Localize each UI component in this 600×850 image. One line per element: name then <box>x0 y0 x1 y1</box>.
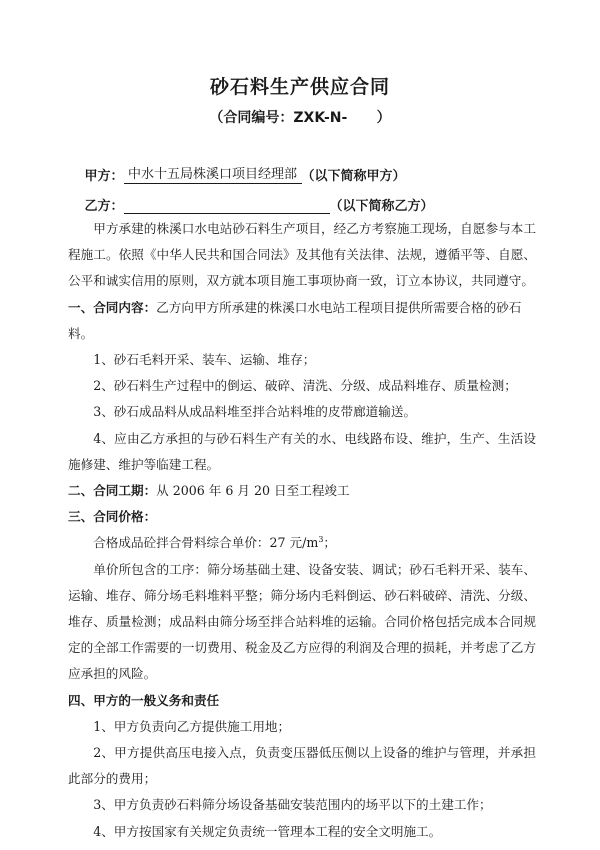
section-obligations-title: 四、甲方的一般义务和责任 <box>68 692 220 708</box>
contract-body <box>68 216 536 845</box>
price-unit-superscript: 3 <box>318 535 324 545</box>
price-unit-text: 合格成品砼拌合骨料综合单价：27 元/m <box>93 535 319 551</box>
content-item: 1、砂石毛料开采、装车、运输、堆存； <box>93 352 316 368</box>
section-period-title: 二、合同工期： <box>68 483 157 499</box>
price-unit-end: ； <box>323 535 336 551</box>
content-item: 4、应由乙方承担的与砂石料生产有关的水、电线路布设、维护，生产、生活设施修建、维护等临建工程。 <box>68 430 536 472</box>
section-period <box>68 478 536 504</box>
obligation-item: 4、甲方按国家有关规定负责统一管理本工程的安全文明施工。 <box>93 823 442 839</box>
party-b-label: 乙方： <box>84 199 124 214</box>
document-title: 砂石料生产供应合同 <box>209 76 390 98</box>
party-a-label: 甲方： <box>84 169 124 184</box>
party-b-note: （以下简称乙方） <box>329 199 434 214</box>
obligation-item: 1、甲方负责向乙方提供施工用地； <box>93 718 291 734</box>
section-content-title: 一、合同内容： <box>68 299 157 315</box>
party-a-note: （以下简称甲方） <box>301 169 406 184</box>
section-content <box>68 295 536 347</box>
party-b-value <box>124 196 330 214</box>
section-content-intro: 乙方向甲方所承建的株溪口水电站工程项目提供所需要合格的砂石料。 <box>68 299 522 341</box>
obligation-item: 3、甲方负责砂石料筛分场设备基础安装范围内的场平以下的土建工作； <box>93 797 492 813</box>
content-item: 3、砂石成品料从成品料堆至拌合站料堆的皮带廊道输送。 <box>93 404 417 420</box>
section-price-title: 三、合同价格： <box>68 509 157 525</box>
price-scope-paragraph: 单价所包含的工序：筛分场基础土建、设备安装、调试；砂石毛料开采、装车、运输、堆存、筛分场毛料堆料平整；筛分场内毛料倒运、砂石料破碎、清洗、分级、堆存、质量检测；成品料由筛分场至拌合站料堆的运输。合同价格包括完成本合同规定的全部工作需要的一切费用、税金及乙方应得的利润及合理的损耗，并考虑了乙方应承担的风险。 <box>68 561 536 682</box>
obligation-item: 2、甲方提供高压电接入点，负责变压器低压侧以上设备的维护与管理，并承担此部分的费用； <box>68 745 536 787</box>
contract-number: （合同编号：ZXK-N- ） <box>209 110 391 126</box>
content-item: 2、砂石料生产过程中的倒运、破碎、清洗、分级、成品料堆存、质量检测； <box>93 378 517 394</box>
price-unit-line <box>68 530 536 556</box>
section-period-text: 从 2006 年 6 月 20 日至工程竣工 <box>156 483 350 499</box>
preamble-paragraph: 甲方承建的株溪口水电站砂石料生产项目，经乙方考察施工现场，自愿参与本工程施工。依照《中华人民共和国合同法》及其他有关法律、法规，遵循平等、自愿、公平和诚实信用的原则，双方就本项目施工事项协商一致，订立本协议，共同遵守。 <box>68 221 536 289</box>
party-a-value: 中水十五局株溪口项目经理部 <box>124 166 302 184</box>
